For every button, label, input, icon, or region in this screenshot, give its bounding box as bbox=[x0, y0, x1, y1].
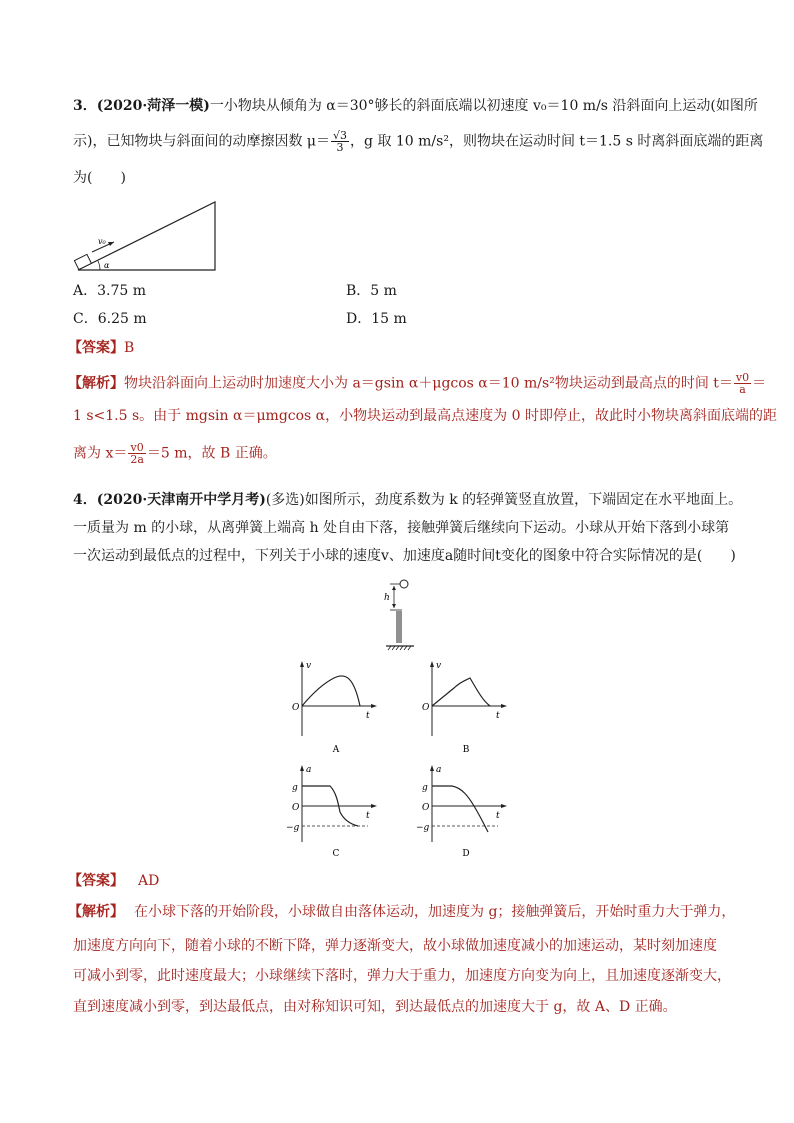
h-label: h bbox=[384, 593, 390, 603]
graph-d-neg-g-label: −g bbox=[416, 823, 430, 833]
q4-analysis-tag: 【解析】 bbox=[68, 904, 124, 920]
graph-a bbox=[282, 658, 382, 754]
alpha-label: α bbox=[104, 261, 110, 270]
q4-stem-1: (多选)如图所示，劲度系数为 k 的轻弹簧竖直放置，下端固定在水平地面上。 bbox=[265, 492, 743, 508]
q4-analysis-line-4: 直到速度减小到零，到达最低点，由对称知识可知，到达最低点的加速度大于 g，故 A、D 正确。 bbox=[73, 999, 677, 1015]
q4-answer-value: AD bbox=[138, 873, 160, 889]
q3-analysis-text-3a: 离为 x＝ bbox=[73, 445, 128, 462]
graph-c-origin: O bbox=[292, 803, 300, 813]
graph-c-x-arrow bbox=[371, 804, 377, 808]
q4-answer-tag: 【答案】 bbox=[68, 873, 124, 889]
graph-c-y-arrow bbox=[300, 765, 304, 771]
v0-label: v₀ bbox=[98, 237, 106, 246]
q3-answer-tag: 【答案】 bbox=[68, 340, 124, 356]
q3-analysis-text-1: 物块沿斜面向上运动时加速度大小为 a＝gsin α＋μgcos α＝10 m/s²物块运动到最高点的时间 t＝ bbox=[124, 375, 733, 392]
q3-choice-d: D．15 m bbox=[346, 311, 407, 327]
x-fraction bbox=[128, 442, 146, 465]
q4-analysis-line-2: 加速度方向向下，随着小球的不断下降，弹力逐渐变大，故小球做加速度减小的加速运动，某时刻加速度 bbox=[73, 938, 717, 954]
alpha-arc bbox=[98, 261, 100, 270]
graph-b-x-label: t bbox=[496, 711, 500, 721]
graph-a-x-arrow bbox=[371, 704, 377, 708]
graph-a-y-arrow bbox=[300, 661, 304, 667]
q3-answer-value: B bbox=[124, 340, 135, 356]
ball bbox=[400, 580, 408, 588]
mu-fraction bbox=[331, 130, 349, 153]
graph-b bbox=[412, 658, 512, 754]
incline-figure bbox=[70, 198, 220, 274]
graph-c-caption: C bbox=[332, 849, 340, 858]
q3-analysis-text-3b: ＝5 m，故 B 正确。 bbox=[146, 445, 277, 462]
q3-choice-c: C．6.25 m bbox=[73, 311, 147, 327]
x-numerator: v0 bbox=[128, 442, 146, 454]
q4-line-2: 一质量为 m 的小球，从离弹簧上端高 h 处自由下落，接触弹簧后继续向下运动。小球从开始下落到小球第 bbox=[73, 520, 730, 536]
x-denominator: 2a bbox=[130, 453, 144, 466]
graph-a-curve bbox=[302, 676, 360, 706]
graph-c bbox=[282, 762, 382, 858]
graph-a-x-label: t bbox=[366, 711, 370, 721]
q3-stem-2b: ，g 取 10 m/s²，则物块在运动时间 t＝1.5 s 时离斜面底端的距离 bbox=[350, 133, 764, 150]
q3-line-3: 为( ) bbox=[73, 170, 126, 186]
graph-d-curve bbox=[432, 786, 488, 832]
q3-line-2 bbox=[73, 130, 763, 153]
graph-d-x-label: t bbox=[496, 811, 500, 821]
t-fraction bbox=[734, 372, 751, 395]
q3-source: (2020·菏泽一模) bbox=[96, 98, 210, 114]
graph-d-y-label: a bbox=[436, 765, 442, 775]
graph-d bbox=[412, 762, 512, 858]
q4-analysis-line-1 bbox=[68, 902, 735, 922]
graph-d-origin: O bbox=[422, 803, 430, 813]
q3-choice-a: A．3.75 m bbox=[73, 283, 147, 299]
q4-analysis-text-1: 在小球下落的开始阶段，小球做自由落体运动，加速度为 g；接触弹簧后，开始时重力大于弹力， bbox=[134, 904, 736, 920]
q3-analysis-tag: 【解析】 bbox=[68, 375, 124, 392]
graph-c-x-label: t bbox=[366, 811, 370, 821]
graph-b-curve bbox=[432, 678, 490, 706]
graph-b-y-label: v bbox=[436, 661, 442, 671]
q3-analysis-line-2: 1 s<1.5 s。由于 mgsin α＝μmgcos α，小物块运动到最高点速度为 0 时即停止，故此时小物块离斜面底端的距 bbox=[73, 408, 777, 424]
incline-triangle bbox=[78, 202, 215, 270]
t-numerator: v0 bbox=[735, 371, 750, 384]
graph-d-caption: D bbox=[462, 849, 470, 858]
graph-c-g-label: g bbox=[292, 783, 298, 793]
spring-figure bbox=[368, 576, 424, 656]
mu-denominator: 3 bbox=[336, 141, 344, 154]
graph-d-g-label: g bbox=[422, 783, 428, 793]
q4-number: 4． bbox=[73, 492, 97, 508]
q3-answer bbox=[68, 338, 134, 358]
graph-b-caption: B bbox=[462, 745, 470, 754]
q3-stem-2a: 示)，已知物块与斜面间的动摩擦因数 μ＝ bbox=[73, 133, 331, 150]
mu-numerator: √3 bbox=[333, 129, 348, 142]
h-arrow-up bbox=[392, 586, 396, 590]
graph-a-origin: O bbox=[292, 703, 300, 713]
h-arrow-down bbox=[392, 604, 396, 608]
q4-line-3: 一次运动到最低点的过程中，下列关于小球的速度v、加速度a随时间t变化的图象中符合实际情况的是( ) bbox=[73, 548, 736, 564]
t-denominator: a bbox=[739, 383, 746, 396]
q3-number: 3． bbox=[73, 98, 97, 114]
block-on-incline bbox=[74, 254, 91, 269]
block bbox=[74, 254, 91, 269]
graph-b-origin: O bbox=[422, 703, 430, 713]
graph-a-y-label: v bbox=[306, 661, 312, 671]
q3-analysis-line-3 bbox=[73, 442, 277, 465]
graph-b-y-arrow bbox=[430, 661, 434, 667]
spring-coils bbox=[396, 612, 402, 642]
q4-analysis-line-3: 可减小到零，此时速度最大；小球继续下落时，弹力大于重力，加速度方向变为向上，且加速度逐渐变大， bbox=[73, 968, 731, 984]
q3-stem-1: 一小物块从倾角为 α＝30°够长的斜面底端以初速度 v₀＝10 m/s 沿斜面向上运动(如图所 bbox=[209, 98, 758, 114]
q4-source: (2020·天津南开中学月考) bbox=[96, 492, 266, 508]
q3-line-1 bbox=[73, 96, 758, 116]
q3-analysis-text-1-end: ＝ bbox=[752, 375, 767, 392]
q3-analysis-line-1 bbox=[68, 372, 766, 395]
q4-line-1 bbox=[73, 490, 742, 510]
q3-choice-b: B．5 m bbox=[346, 283, 397, 299]
graph-c-neg-g-label: −g bbox=[286, 823, 300, 833]
graph-d-y-arrow bbox=[430, 765, 434, 771]
graph-a-caption: A bbox=[332, 745, 340, 754]
graph-d-x-arrow bbox=[501, 804, 507, 808]
graph-b-x-arrow bbox=[501, 704, 507, 708]
graph-c-y-label: a bbox=[306, 765, 312, 775]
q4-answer bbox=[68, 871, 159, 891]
